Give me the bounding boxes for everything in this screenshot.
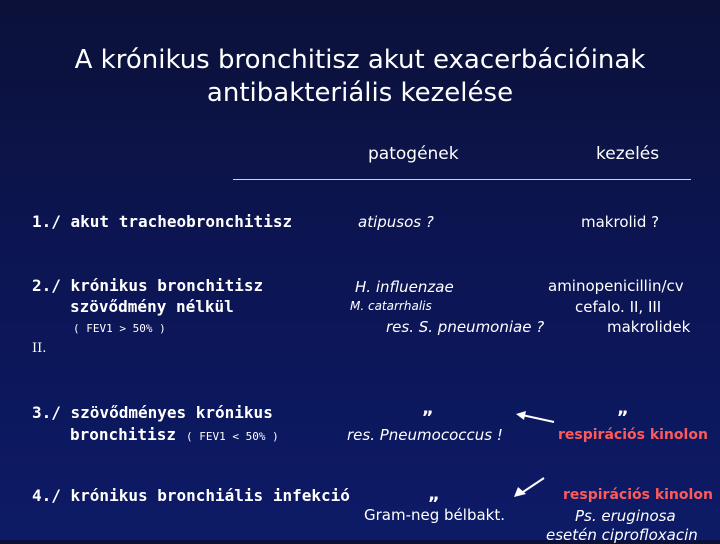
row2-label-line1: 2./ krónikus bronchitisz [32, 276, 264, 295]
header-treatment: kezelés [596, 144, 660, 164]
row2-treatment-1: aminopenicillin/cv [548, 277, 684, 295]
row2-note: ( FEV1 > 50% ) [73, 322, 166, 335]
row4-label: 4./ krónikus bronchiális infekció [32, 486, 350, 505]
row2-treatment-3: makrolidek [607, 318, 691, 336]
row2-pathogen-1: H. influenzae [355, 278, 454, 296]
row1-label: 1./ akut tracheobronchitisz [32, 212, 293, 231]
row1-pathogen: atipusos ? [358, 213, 434, 231]
row4-treatment-red: respirációs kinolon [563, 487, 713, 503]
row3-quote-treatment: „ [617, 398, 629, 419]
row3-arrow-icon [514, 410, 556, 430]
row4-pathogen: Gram-neg bélbakt. [364, 506, 505, 524]
row4-treatment-2: Ps. eruginosa [575, 507, 676, 525]
row2-pathogen-3: res. S. pneumoniae ? [386, 318, 545, 336]
row3-note: ( FEV1 < 50% ) [186, 430, 279, 443]
row4-arrow-icon [512, 476, 548, 500]
title-line-1: A krónikus bronchitisz akut exacerbációinak [74, 45, 646, 75]
row3-label-line1: 3./ szövődményes krónikus [32, 403, 273, 422]
row3-treatment: respirációs kinolon [558, 427, 708, 443]
row3-pathogen: res. Pneumococcus ! [347, 426, 503, 444]
row3-quote-pathogen: „ [422, 398, 434, 419]
row2-roman: II. [32, 341, 47, 356]
row4-quote: „ [428, 484, 440, 505]
row1-treatment: makrolid ? [581, 213, 660, 231]
row3-label-line2: bronchitisz [70, 425, 176, 444]
row2-label-line2: szövődmény nélkül [70, 297, 234, 316]
header-divider [233, 179, 691, 180]
row2-pathogen-2: M. catarrhalis [350, 299, 432, 313]
row4-treatment-3: esetén ciprofloxacin [546, 526, 698, 544]
slide-title [0, 44, 720, 110]
header-pathogens: patogének [368, 144, 459, 164]
row2-treatment-2: cefalo. II, III [575, 298, 662, 316]
title-line-2: antibakteriális kezelése [206, 78, 514, 108]
